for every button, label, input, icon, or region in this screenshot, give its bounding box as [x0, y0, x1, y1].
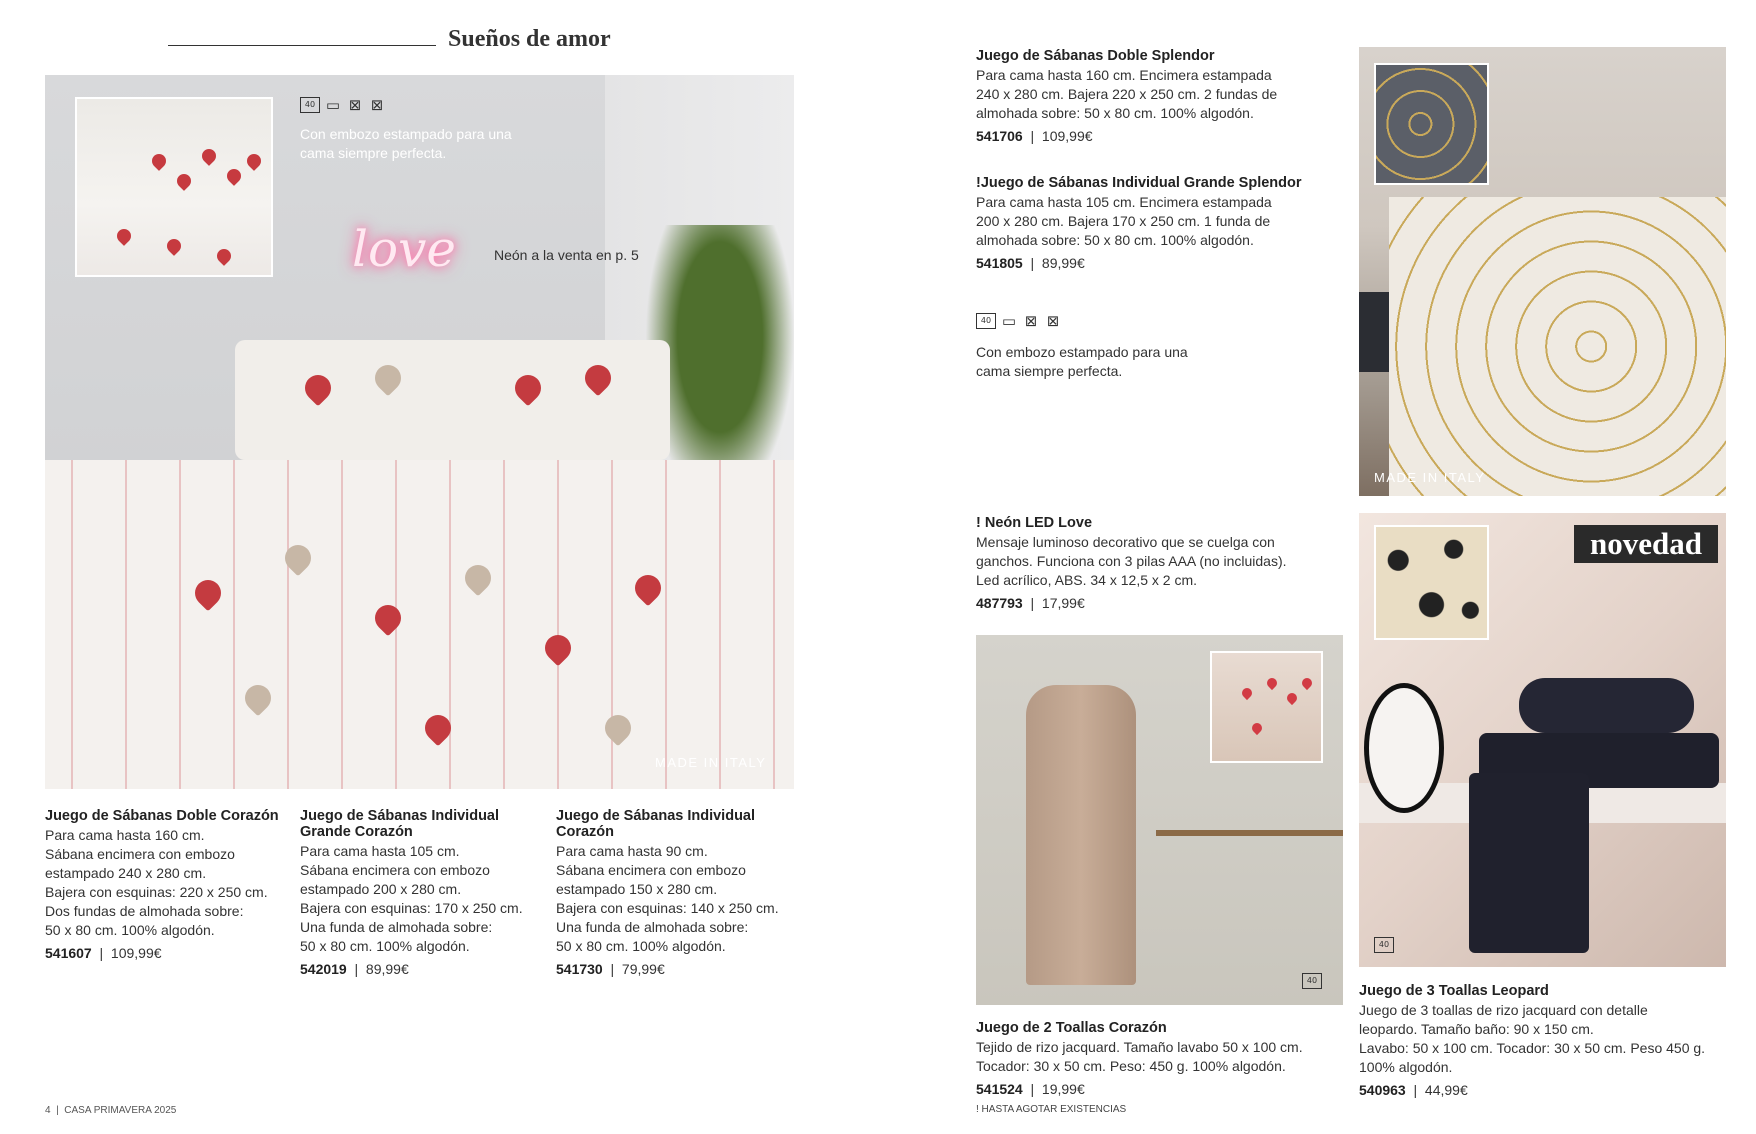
product-line: Para cama hasta 105 cm.	[300, 843, 460, 859]
page-title: Sueños de amor	[448, 26, 611, 52]
novedad-badge: novedad	[1574, 525, 1718, 563]
product-title: Juego de Sábanas Individual Corazón	[556, 808, 756, 840]
product-doble-splendor	[976, 48, 1306, 146]
product-price-line: 542019 | 89,99€	[300, 961, 409, 977]
product-title: !Juego de Sábanas Individual Grande Splendor	[976, 175, 1302, 191]
product-ref: 542019	[300, 961, 347, 977]
product-title: Juego de 3 Toallas Leopard	[1359, 983, 1549, 999]
product-ref: 541607	[45, 945, 92, 961]
neon-caption: Neón a la venta en p. 5	[494, 247, 639, 263]
product-price-line: 541706 | 109,99€	[976, 128, 1093, 144]
product-line: 50 x 80 cm. 100% algodón.	[300, 938, 470, 954]
product-toallas-leopard	[1359, 983, 1739, 1100]
product-price: 89,99€	[365, 961, 409, 977]
product-line: Tocador: 30 x 50 cm. Peso: 450 g. 100% algodón.	[976, 1058, 1286, 1074]
product-line: estampado 200 x 280 cm.	[300, 881, 462, 897]
iron-icon: ▭	[1001, 312, 1017, 330]
inset-leopard-pattern-image	[1374, 525, 1489, 640]
product-individual-grande-corazon	[300, 808, 540, 979]
header-rule	[168, 45, 436, 46]
product-line: Juego de 3 toallas de rizo jacquard con detalle	[1359, 1002, 1648, 1018]
no-bleach-icon: ⊠	[348, 96, 362, 114]
no-bleach-icon: ⊠	[1024, 312, 1038, 330]
product-price: 17,99€	[1041, 595, 1085, 611]
neon-love-sign: love	[352, 220, 456, 278]
embozo-note-splendor: Con embozo estampado para una cama siempre perfecta.	[976, 344, 1188, 379]
leopard-towel-image	[1469, 773, 1589, 953]
product-price-line: 540963 | 44,99€	[1359, 1082, 1468, 1098]
product-price-line: 487793 | 17,99€	[976, 595, 1085, 611]
embozo-note: Con embozo estampado para una cama siempre perfecta.	[300, 126, 512, 161]
product-line: leopardo. Tamaño baño: 90 x 150 cm.	[1359, 1021, 1594, 1037]
product-price: 89,99€	[1041, 255, 1085, 271]
product-individual-corazon	[556, 808, 796, 979]
product-price-line: 541805 | 89,99€	[976, 255, 1085, 271]
inset-splendor-detail-image	[1374, 63, 1489, 185]
mirror-image	[1364, 683, 1444, 813]
product-price: 109,99€	[110, 945, 162, 961]
product-individual-grande-splendor	[976, 175, 1316, 273]
pillows-image	[235, 340, 670, 460]
page-number: 4	[45, 1105, 51, 1116]
product-line: 240 x 280 cm. Bajera 220 x 250 cm. 2 fundas de	[976, 86, 1278, 102]
product-title: ! Neón LED Love	[976, 515, 1093, 531]
product-line: Bajera con esquinas: 140 x 250 cm.	[556, 900, 779, 916]
care-icons-towels-heart	[1302, 973, 1322, 989]
product-line: Sábana encimera con embozo	[556, 862, 746, 878]
product-ref: 541730	[556, 961, 603, 977]
product-line: almohada sobre: 50 x 80 cm. 100% algodón.	[976, 232, 1254, 248]
product-line: Bajera con esquinas: 170 x 250 cm.	[300, 900, 523, 916]
product-price: 109,99€	[1041, 128, 1093, 144]
product-ref: 541805	[976, 255, 1023, 271]
product-price: 19,99€	[1041, 1081, 1085, 1097]
no-tumble-dry-icon: ⊠	[370, 96, 384, 114]
care-icons-leopard	[1374, 937, 1394, 953]
inset-towel-hearts-image	[1210, 651, 1323, 763]
product-line: Bajera con esquinas: 220 x 250 cm.	[45, 884, 268, 900]
footer-page-info: 4 | CASA PRIMAVERA 2025	[45, 1105, 177, 1116]
product-title: Juego de Sábanas Doble Corazón	[45, 808, 279, 824]
product-line: Lavabo: 50 x 100 cm. Tocador: 30 x 50 cm. Peso 450 g.	[1359, 1040, 1706, 1056]
product-price-line: 541607 | 109,99€	[45, 945, 162, 961]
care-icons-splendor	[976, 313, 1062, 329]
product-title: Juego de 2 Toallas Corazón	[976, 1020, 1167, 1036]
product-line: Una funda de almohada sobre:	[300, 919, 493, 935]
product-line: Dos fundas de almohada sobre:	[45, 903, 244, 919]
towel-image	[1026, 685, 1136, 985]
care-icons-main	[300, 97, 386, 113]
product-ref: 541706	[976, 128, 1023, 144]
product-line: Para cama hasta 90 cm.	[556, 843, 708, 859]
product-doble-corazon	[45, 808, 285, 963]
product-line: almohada sobre: 50 x 80 cm. 100% algodón.	[976, 105, 1254, 121]
product-ref: 540963	[1359, 1082, 1406, 1098]
product-price-line: 541730 | 79,99€	[556, 961, 665, 977]
product-price: 79,99€	[621, 961, 665, 977]
product-line: estampado 150 x 280 cm.	[556, 881, 718, 897]
product-line: Sábana encimera con embozo	[45, 846, 235, 862]
stock-note: ! HASTA AGOTAR EXISTENCIAS	[976, 1104, 1127, 1115]
splendor-bed-image	[1389, 197, 1726, 496]
product-price-line: 541524 | 19,99€	[976, 1081, 1085, 1097]
wash-40-icon: 40	[1302, 973, 1322, 989]
no-tumble-dry-icon: ⊠	[1046, 312, 1060, 330]
bed-cover-image	[45, 460, 794, 789]
inset-hearts-detail-image	[75, 97, 273, 277]
wash-40-icon: 40	[976, 313, 996, 329]
product-line: Para cama hasta 160 cm.	[45, 827, 205, 843]
made-in-italy-label: MADE IN ITALY	[1374, 470, 1486, 485]
product-line: Sábana encimera con embozo	[300, 862, 490, 878]
made-in-italy-label: MADE IN ITALY	[655, 755, 767, 770]
product-title: Juego de Sábanas Doble Splendor	[976, 48, 1215, 64]
product-line: Mensaje luminoso decorativo que se cuelga con	[976, 534, 1275, 550]
wash-40-icon: 40	[1374, 937, 1394, 953]
product-line: Para cama hasta 160 cm. Encimera estampada	[976, 67, 1272, 83]
product-line: 100% algodón.	[1359, 1059, 1453, 1075]
product-title: Juego de Sábanas Individual Grande Corazón	[300, 808, 500, 840]
product-line: 50 x 80 cm. 100% algodón.	[556, 938, 726, 954]
product-line: ganchos. Funciona con 3 pilas AAA (no incluidas).	[976, 553, 1287, 569]
product-toallas-corazon	[976, 1020, 1336, 1099]
product-line: Led acrílico, ABS. 34 x 12,5 x 2 cm.	[976, 572, 1197, 588]
product-line: 50 x 80 cm. 100% algodón.	[45, 922, 215, 938]
product-line: Una funda de almohada sobre:	[556, 919, 749, 935]
product-line: 200 x 280 cm. Bajera 170 x 250 cm. 1 funda de	[976, 213, 1271, 229]
iron-icon: ▭	[325, 96, 341, 114]
catalog-name: CASA PRIMAVERA 2025	[64, 1105, 177, 1116]
product-price: 44,99€	[1424, 1082, 1468, 1098]
product-ref: 541524	[976, 1081, 1023, 1097]
product-line: Tejido de rizo jacquard. Tamaño lavabo 50 x 100 cm.	[976, 1039, 1303, 1055]
product-line: estampado 240 x 280 cm.	[45, 865, 207, 881]
wash-40-icon: 40	[300, 97, 320, 113]
product-ref: 487793	[976, 595, 1023, 611]
product-neon-led-love	[976, 515, 1316, 613]
product-line: Para cama hasta 105 cm. Encimera estampada	[976, 194, 1272, 210]
